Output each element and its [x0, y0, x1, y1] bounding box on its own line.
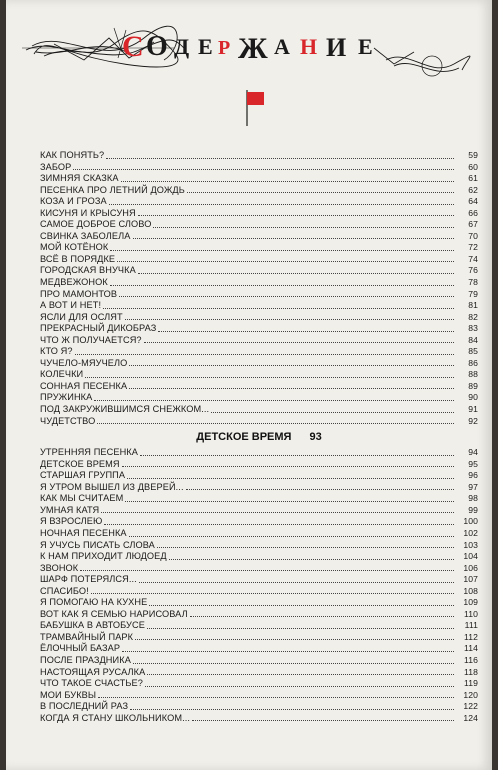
toc-entry-title: КОЗА И ГРОЗА [40, 196, 107, 207]
section-title: ДЕТСКОЕ ВРЕМЯ [196, 431, 292, 444]
dot-leader [135, 639, 454, 640]
dot-leader [130, 709, 454, 710]
toc-entry[interactable] [40, 277, 478, 289]
toc-entry[interactable] [40, 667, 478, 679]
toc-entry-page: 86 [468, 357, 478, 368]
toc-entry[interactable] [40, 540, 478, 552]
dot-leader [149, 605, 454, 606]
toc-entry[interactable] [40, 231, 478, 243]
toc-part-1 [40, 150, 478, 427]
dot-leader [147, 628, 454, 629]
toc-entry-title: КТО Я? [40, 346, 73, 357]
toc-entry[interactable] [40, 312, 478, 324]
toc-entry-page: 97 [468, 481, 478, 492]
toc-entry[interactable] [40, 493, 478, 505]
dot-leader [129, 536, 454, 537]
dot-leader [145, 686, 454, 687]
toc-entry[interactable] [40, 632, 478, 644]
toc-entry-title: ЗВОНОК [40, 562, 79, 573]
toc-entry-title: ПРУЖИНКА [40, 392, 93, 403]
toc-entry[interactable] [40, 300, 478, 312]
toc-entry[interactable] [40, 516, 478, 528]
toc-entry[interactable] [40, 690, 478, 702]
dot-leader [91, 593, 454, 594]
toc-entry-title: МЕДВЕЖОНОК [40, 277, 108, 288]
dot-leader [140, 455, 454, 456]
toc-entry[interactable] [40, 470, 478, 482]
toc-entry-page: 70 [468, 230, 478, 241]
toc-entry[interactable] [40, 335, 478, 347]
toc-entry-page: 83 [468, 323, 478, 334]
dot-leader [73, 169, 454, 170]
toc-entry[interactable] [40, 242, 478, 254]
toc-entry[interactable] [40, 447, 478, 459]
toc-entry-page: 89 [468, 380, 478, 391]
toc-entry[interactable] [40, 574, 478, 586]
toc-entry[interactable] [40, 369, 478, 381]
toc-entry-title: МОИ БУКВЫ [40, 689, 97, 700]
toc-entry-page: 116 [464, 654, 478, 665]
toc-entry[interactable] [40, 643, 478, 655]
scribble-decoration-right [374, 48, 470, 76]
toc-entry-page: 110 [464, 608, 478, 619]
dot-leader [129, 388, 454, 389]
toc-entry[interactable] [40, 713, 478, 725]
toc-entry-page: 82 [468, 311, 478, 322]
toc-entry-title: А ВОТ И НЕТ! [40, 300, 102, 311]
dot-leader [119, 296, 454, 297]
toc-entry-page: 66 [468, 207, 478, 218]
toc-entry-page: 99 [468, 504, 478, 515]
toc-entry-page: 106 [463, 562, 478, 573]
toc-entry[interactable] [40, 416, 478, 428]
table-of-contents [40, 150, 478, 724]
page-header [6, 0, 492, 150]
toc-entry-page: 59 [468, 150, 478, 160]
toc-entry-page: 95 [468, 458, 478, 469]
toc-entry-title: КОЛЕЧКИ [40, 369, 84, 380]
toc-entry-page: 74 [468, 253, 478, 264]
title-letter: Ж [238, 32, 268, 65]
toc-entry-title: СПАСИБО! [40, 585, 89, 596]
toc-entry-page: 96 [468, 470, 478, 481]
toc-entry[interactable] [40, 265, 478, 277]
dot-leader [144, 342, 454, 343]
toc-entry-title: ГОРОДСКАЯ ВНУЧКА [40, 265, 136, 276]
title-letter: Е [358, 34, 373, 59]
dot-leader [138, 273, 454, 274]
toc-entry[interactable] [40, 358, 478, 370]
toc-entry[interactable] [40, 254, 478, 266]
toc-entry-title: ПЕСЕНКА ПРО ЛЕТНИЙ ДОЖДЬ [40, 184, 185, 195]
dot-leader [94, 400, 454, 401]
toc-entry[interactable] [40, 173, 478, 185]
toc-entry-title: Я ПОМОГАЮ НА КУХНЕ [40, 597, 148, 608]
toc-entry-page: 85 [468, 346, 478, 357]
title-letter: О [146, 31, 168, 62]
toc-entry[interactable] [40, 404, 478, 416]
title-letter: А [274, 34, 290, 59]
dot-leader [211, 412, 454, 413]
toc-entry-title: СВИНКА ЗАБОЛЕЛА [40, 230, 131, 241]
toc-entry[interactable] [40, 597, 478, 609]
dot-leader [127, 478, 454, 479]
dot-leader [110, 250, 454, 251]
toc-entry-page: 64 [468, 196, 478, 207]
flag-icon [244, 88, 266, 128]
dot-leader [75, 354, 454, 355]
toc-entry-title: КАК ПОНЯТЬ? [40, 150, 105, 160]
toc-entry-page: 104 [463, 551, 478, 562]
toc-entry[interactable] [40, 392, 478, 404]
title-letter: Е [198, 34, 213, 59]
dot-leader [80, 570, 454, 571]
toc-entry-page: 84 [468, 334, 478, 345]
toc-entry[interactable] [40, 381, 478, 393]
toc-entry[interactable] [40, 586, 478, 598]
toc-entry-page: 111 [464, 620, 478, 631]
toc-entry-page: 100 [463, 516, 478, 527]
toc-entry-page: 91 [468, 404, 478, 415]
dot-leader [190, 616, 454, 617]
toc-entry-title: ТРАМВАЙНЫЙ ПАРК [40, 631, 134, 642]
book-page [6, 0, 492, 770]
toc-entry-page: 122 [463, 701, 478, 712]
dot-leader [98, 697, 454, 698]
toc-entry-title: УТРЕННЯЯ ПЕСЕНКА [40, 447, 139, 458]
dot-leader [121, 181, 454, 182]
toc-entry-page: 60 [468, 161, 478, 172]
toc-entry-title: ЧУЧЕЛО-МЯУЧЕЛО [40, 357, 128, 368]
dot-leader [139, 582, 454, 583]
toc-entry-page: 61 [468, 173, 478, 184]
dot-leader [129, 365, 454, 366]
toc-entry-title: ВСЁ В ПОРЯДКЕ [40, 253, 116, 264]
toc-entry-title: ЧТО Ж ПОЛУЧАЕТСЯ? [40, 334, 142, 345]
dot-leader [133, 663, 454, 664]
toc-entry-page: 67 [468, 219, 478, 230]
toc-entry-title: УМНАЯ КАТЯ [40, 504, 100, 515]
toc-entry-page: 81 [468, 300, 478, 311]
toc-entry-title: ЯСЛИ ДЛЯ ОСЛЯТ [40, 311, 123, 322]
toc-entry[interactable] [40, 150, 478, 162]
dot-leader [103, 308, 454, 309]
toc-entry-page: 108 [463, 585, 478, 596]
toc-entry-title: ВОТ КАК Я СЕМЬЮ НАРИСОВАЛ [40, 608, 188, 619]
dot-leader [187, 192, 454, 193]
toc-entry[interactable] [40, 459, 478, 471]
dot-leader [110, 285, 454, 286]
toc-part-2 [40, 447, 478, 724]
toc-entry-title: ПРЕКРАСНЫЙ ДИКОБРАЗ [40, 323, 157, 334]
dot-leader [117, 261, 454, 262]
section-heading[interactable] [40, 427, 478, 447]
toc-entry[interactable] [40, 346, 478, 358]
toc-entry-title: Я ВЗРОСЛЕЮ [40, 516, 103, 527]
toc-entry[interactable] [40, 609, 478, 621]
title-letter: С [122, 30, 144, 63]
toc-entry-title: В ПОСЛЕДНИЙ РАЗ [40, 701, 129, 712]
dot-leader [157, 547, 454, 548]
dot-leader [125, 501, 454, 502]
toc-entry[interactable] [40, 208, 478, 220]
toc-entry-title: КОГДА Я СТАНУ ШКОЛЬНИКОМ... [40, 712, 191, 723]
title-letter: Д [174, 34, 190, 59]
toc-entry-page: 112 [464, 631, 478, 642]
toc-entry[interactable] [40, 528, 478, 540]
toc-entry[interactable] [40, 289, 478, 301]
toc-entry-title: Я УЧУСЬ ПИСАТЬ СЛОВА [40, 539, 155, 550]
toc-entry-title: ЗАБОР [40, 161, 72, 172]
toc-entry[interactable] [40, 162, 478, 174]
toc-entry-title: ЧУДЕТСТВО [40, 415, 96, 426]
toc-entry-page: 94 [468, 447, 478, 458]
toc-entry[interactable] [40, 551, 478, 563]
dot-leader [125, 319, 454, 320]
toc-entry-title: Я УТРОМ ВЫШЕЛ ИЗ ДВЕРЕЙ... [40, 481, 184, 492]
toc-entry-page: 103 [463, 539, 478, 550]
dot-leader [192, 720, 454, 721]
toc-entry-page: 120 [463, 689, 478, 700]
toc-entry[interactable] [40, 655, 478, 667]
toc-entry-title: НОЧНАЯ ПЕСЕНКА [40, 527, 127, 538]
dot-leader [138, 215, 454, 216]
toc-entry-page: 72 [468, 242, 478, 253]
dot-leader [101, 512, 454, 513]
dot-leader [169, 559, 454, 560]
toc-entry-title: ЁЛОЧНЫЙ БАЗАР [40, 643, 121, 654]
toc-entry[interactable] [40, 196, 478, 208]
toc-entry[interactable] [40, 678, 478, 690]
toc-entry-title: ЗИМНЯЯ СКАЗКА [40, 173, 119, 184]
toc-entry-page: 88 [468, 369, 478, 380]
toc-entry-title: СТАРШАЯ ГРУППА [40, 470, 126, 481]
toc-entry-title: КАК МЫ СЧИТАЕМ [40, 493, 124, 504]
title-letter: Н [300, 34, 318, 59]
toc-entry-title: ШАРФ ПОТЕРЯЛСЯ... [40, 574, 137, 585]
dot-leader [147, 674, 454, 675]
dot-leader [153, 227, 454, 228]
toc-entry-page: 107 [463, 574, 478, 585]
dot-leader [186, 489, 454, 490]
toc-entry-title: ПОСЛЕ ПРАЗДНИКА [40, 654, 131, 665]
toc-entry-page: 90 [468, 392, 478, 403]
toc-entry-title: СОННАЯ ПЕСЕНКА [40, 380, 128, 391]
title-letter: И [326, 33, 347, 62]
toc-entry[interactable] [40, 563, 478, 575]
toc-entry-title: К НАМ ПРИХОДИТ ЛЮДОЕД [40, 551, 167, 562]
dot-leader [97, 423, 454, 424]
toc-entry[interactable] [40, 505, 478, 517]
toc-entry-title: КИСУНЯ И КРЫСУНЯ [40, 207, 136, 218]
toc-entry[interactable] [40, 219, 478, 231]
toc-entry[interactable] [40, 185, 478, 197]
title-letter: Р [218, 37, 231, 59]
dot-leader [133, 238, 455, 239]
toc-entry-title: НАСТОЯЩАЯ РУСАЛКА [40, 666, 146, 677]
toc-entry[interactable] [40, 620, 478, 632]
section-page: 93 [309, 431, 322, 444]
toc-entry-page: 114 [464, 643, 478, 654]
toc-entry-page: 76 [468, 265, 478, 276]
toc-entry-title: ПОД ЗАКРУЖИВШИМСЯ СНЕЖКОМ... [40, 404, 210, 415]
toc-entry-title: ЧТО ТАКОЕ СЧАСТЬЕ? [40, 678, 143, 689]
toc-entry[interactable] [40, 323, 478, 335]
title-illustration [14, 8, 474, 88]
toc-entry-title: МОЙ КОТЁНОК [40, 242, 109, 253]
toc-entry-page: 118 [464, 666, 478, 677]
dot-leader [85, 377, 454, 378]
toc-entry-page: 92 [468, 415, 478, 426]
toc-entry-page: 78 [468, 277, 478, 288]
dot-leader [109, 204, 454, 205]
toc-entry-page: 79 [468, 288, 478, 299]
toc-entry-page: 109 [463, 597, 478, 608]
toc-entry-page: 102 [463, 527, 478, 538]
dot-leader [158, 331, 454, 332]
toc-entry-page: 62 [468, 184, 478, 195]
toc-entry-title: ПРО МАМОНТОВ [40, 288, 118, 299]
toc-entry-title: БАБУШКА В АВТОБУСЕ [40, 620, 145, 631]
dot-leader [106, 158, 454, 159]
toc-entry[interactable] [40, 701, 478, 713]
dot-leader [122, 651, 454, 652]
dot-leader [104, 524, 454, 525]
toc-entry-page: 119 [464, 678, 478, 689]
toc-entry-title: САМОЕ ДОБРОЕ СЛОВО [40, 219, 152, 230]
toc-entry[interactable] [40, 482, 478, 494]
toc-entry-page: 124 [463, 712, 478, 723]
dot-leader [122, 466, 454, 467]
toc-entry-title: ДЕТСКОЕ ВРЕМЯ [40, 458, 120, 469]
toc-entry-page: 98 [468, 493, 478, 504]
